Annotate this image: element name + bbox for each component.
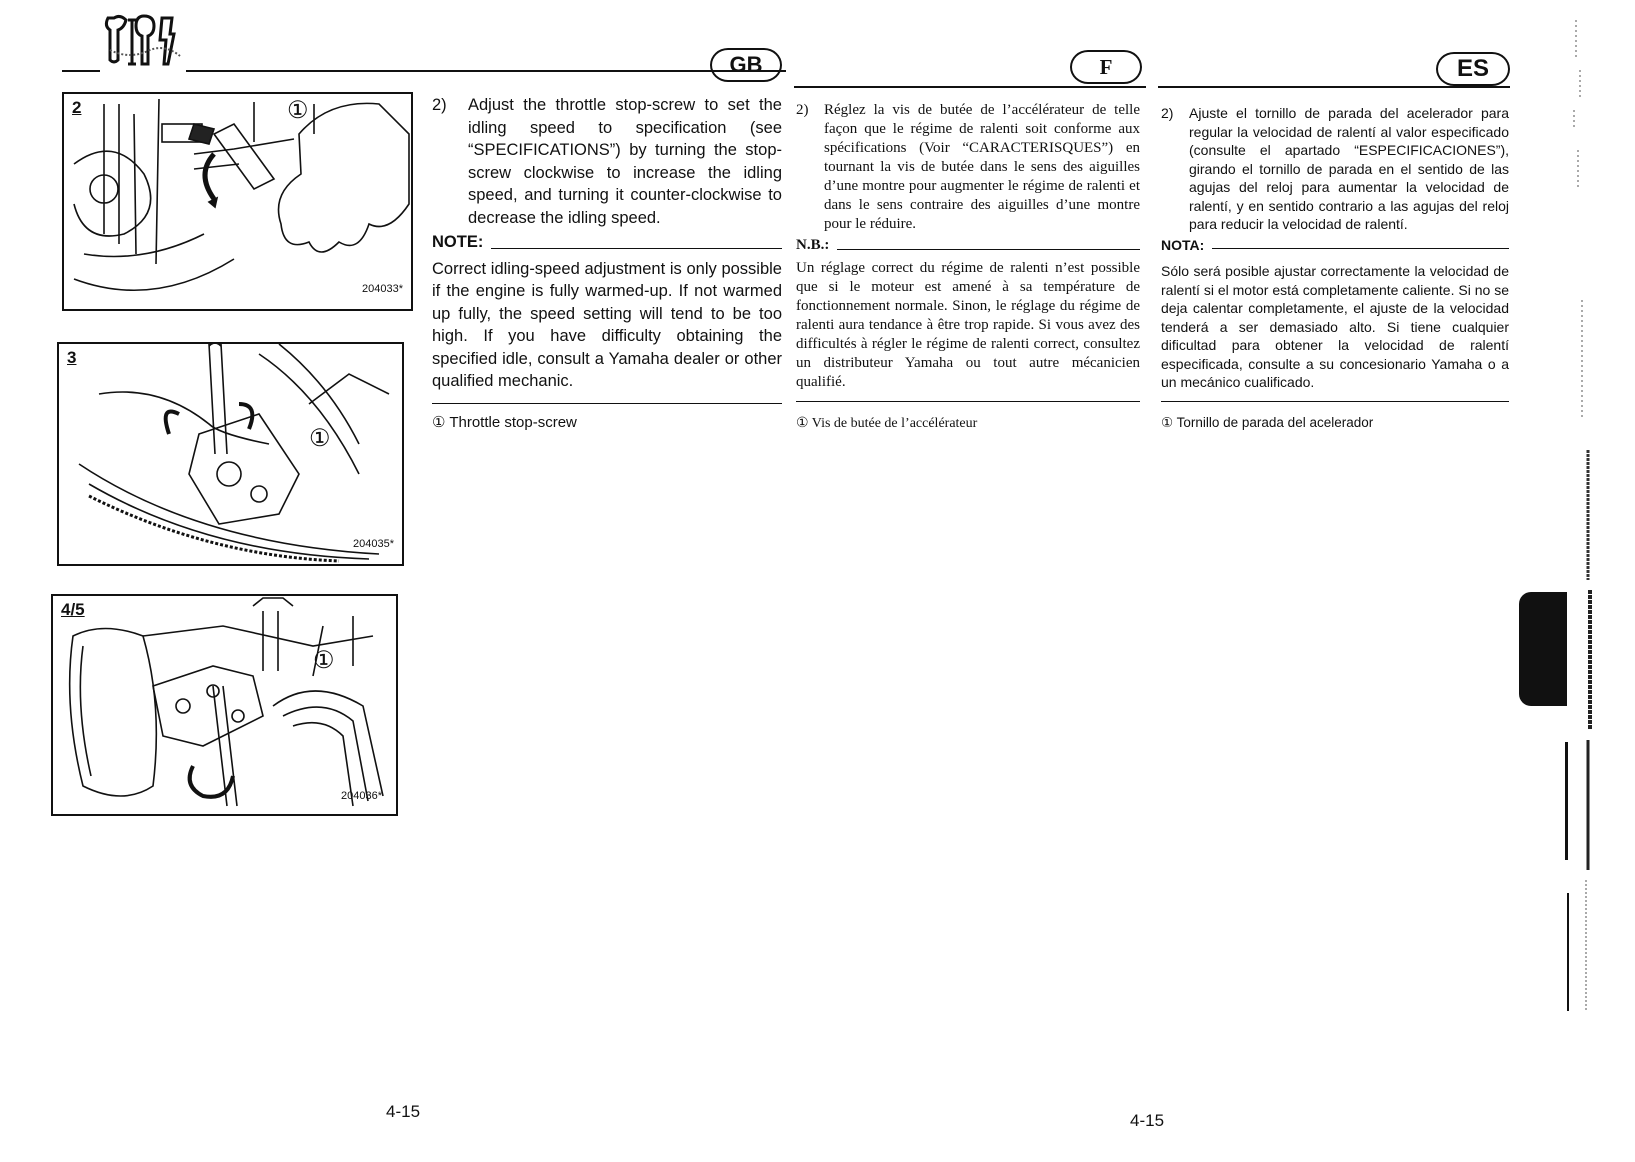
instruction-step bbox=[796, 101, 1140, 234]
figure-code: 204035* bbox=[353, 538, 394, 550]
language-badge-f: F bbox=[1070, 50, 1142, 84]
figure-label: 2 bbox=[72, 98, 82, 117]
note-label: N.B.: bbox=[796, 237, 830, 253]
callout-number: ① bbox=[287, 97, 309, 124]
right-margin-bar-1 bbox=[1565, 742, 1568, 860]
header-rule-es bbox=[1158, 86, 1510, 88]
legend-divider bbox=[796, 401, 1140, 402]
note-text: Un réglage correct du régime de ralenti n’est possible que si le moteur est amené à sa température de fonctionnement normale. Sinon, le réglage du régime de ralenti aura tendance à être trop rapide. Si vous avez des difficultés à régler le régime de ralenti correct, consultez un distributeur Yamaha ou tout autre mécanicien qualifié. bbox=[796, 260, 1140, 390]
figure-label: 3 bbox=[67, 348, 77, 367]
legend-divider bbox=[432, 403, 782, 404]
instruction-step bbox=[432, 94, 782, 229]
step-text: Ajuste el tornillo de parada del acelerador para regular la velocidad de ralentí al valor especificado (consulte el apartado “ESPECIFICACIONES”), girando el tornillo de parada en el sentido de las agujas del reloj para aumentar la velocidad de ralentí, y en sentido contrario a las agujas del reloj para reducir la velocidad de ralentí. bbox=[1189, 105, 1509, 232]
legend-item: ① Tornillo de parada del acelerador bbox=[1161, 414, 1374, 430]
figure-code: 204036* bbox=[341, 790, 382, 802]
figure-2 bbox=[62, 92, 413, 311]
note-heading bbox=[432, 231, 782, 254]
legend-item: ① Vis de butée de l’accélérateur bbox=[796, 416, 978, 431]
step-number: 2) bbox=[1161, 105, 1174, 121]
column-f bbox=[796, 101, 1140, 433]
figure-label: 4/5 bbox=[61, 600, 85, 619]
note-heading bbox=[1161, 236, 1509, 255]
callout-number: ① bbox=[309, 425, 331, 452]
note-text: Correct idling-speed adjustment is only possible if the engine is fully warmed-up. If not warmed up fully, the speed setting will tend to be too high. If you have difficulty obtaining the specified idle, consult a Yamaha dealer or other qualified mechanic. bbox=[432, 259, 782, 390]
language-badge-gb: GB bbox=[710, 48, 782, 82]
note-text: Sólo será posible ajustar correctamente la velocidad de ralentí si el motor está completamente caliente. Si no se deja calentar completamente, el ajuste de la velocidad tenderá a ser demasiado alto. Si tiene cualquier dificultad para obtener la velocidad de ralentí especificada, consulte a su concesionario Yamaha o a un mecánico cualificado. bbox=[1161, 263, 1509, 390]
right-margin-bar-2 bbox=[1567, 893, 1569, 1011]
header-rule-left bbox=[62, 70, 100, 72]
figure-code: 204033* bbox=[362, 283, 403, 295]
note-label: NOTE: bbox=[432, 233, 484, 251]
chapter-tab bbox=[1519, 592, 1567, 706]
note-heading bbox=[796, 236, 1140, 255]
legend-item: ① Throttle stop-screw bbox=[432, 413, 577, 431]
column-es bbox=[1161, 104, 1509, 432]
tools-icon bbox=[100, 10, 186, 72]
note-label: NOTA: bbox=[1161, 236, 1205, 253]
throttle-linkage-illustration bbox=[53, 596, 396, 814]
legend-divider bbox=[1161, 401, 1509, 402]
step-text: Adjust the throttle stop-screw to set the idling speed to specification (see “SPECIFICATIONS”) by turning the stop-screw clockwise to increase the idling speed, and turning it counter-clockwise to decrease the idling speed. bbox=[468, 96, 782, 227]
figure-4-5 bbox=[51, 594, 398, 816]
language-badge-es: ES bbox=[1436, 52, 1510, 86]
header-rule-f bbox=[794, 86, 1146, 88]
instruction-step bbox=[1161, 104, 1509, 234]
step-text: Réglez la vis de butée de l’accélérateur de telle façon que le régime de ralenti soit conforme aux spécifications (Voir “CARACTERISQUES”) en tournant la vis de butée dans le sens des aiguilles d’une montre pour augmenter le régime de ralenti et dans le sens contraire des aiguilles d’une montre pour le réduire. bbox=[824, 102, 1140, 232]
scan-edge-marks bbox=[1566, 0, 1596, 1157]
page-number-left: 4-15 bbox=[386, 1102, 421, 1121]
column-gb bbox=[432, 94, 782, 434]
step-number: 2) bbox=[796, 102, 809, 118]
carburetor-screwdriver-illustration bbox=[59, 344, 402, 564]
header-rule-gb bbox=[186, 70, 786, 72]
step-number: 2) bbox=[432, 96, 447, 114]
page-number-right: 4-15 bbox=[1130, 1111, 1165, 1130]
throttle-screw-hand-illustration bbox=[64, 94, 411, 309]
figure-3 bbox=[57, 342, 404, 566]
callout-number: ① bbox=[313, 647, 335, 674]
